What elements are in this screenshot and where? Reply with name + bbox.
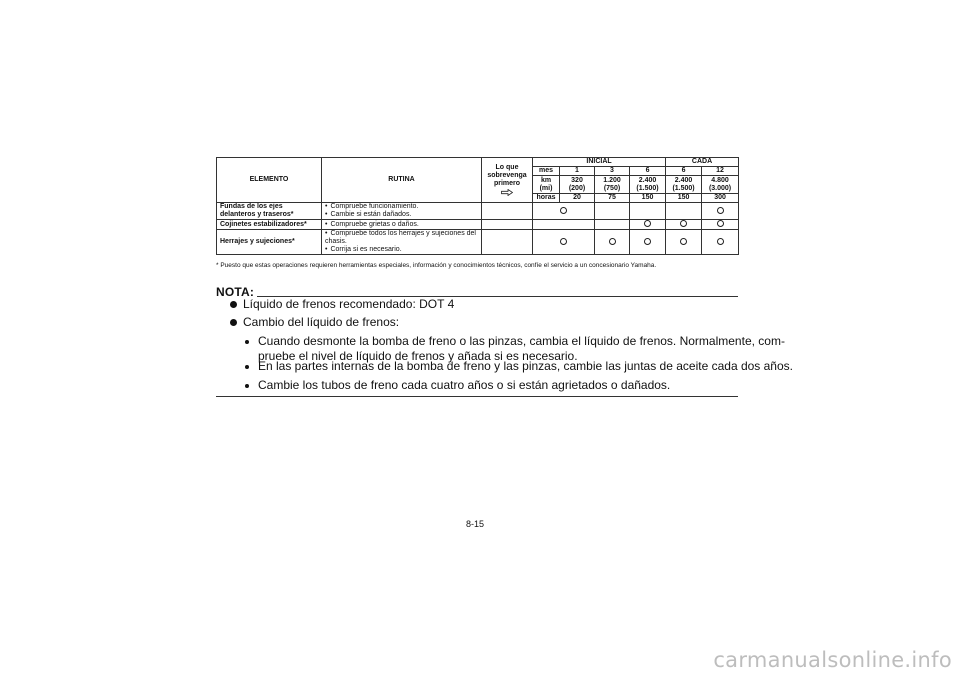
check-circle-icon [560,207,567,214]
interval-value: 150 [630,194,666,203]
check-cell [702,203,739,220]
check-cell [630,220,666,230]
interval-value: 1.200 (750) [595,176,630,194]
check-cell [666,203,702,220]
row-item: Cojinetes estabilizadores* [217,220,322,230]
arrow-right-icon [501,189,513,196]
small-bullet-icon [245,365,249,369]
round-bullet-icon [230,301,237,308]
interval-value: 6 [630,167,666,176]
header-rutina: RUTINA [322,158,482,203]
interval-value: 1 [560,167,595,176]
check-cell [702,230,739,255]
interval-value: 2.400 (1.500) [630,176,666,194]
unit-label-horas: horas [533,194,560,203]
row-lo-que-cell [482,220,533,230]
check-cell [595,230,630,255]
check-cell [595,203,630,220]
nota-subitem: Cuando desmonte la bomba de freno o las pinzas, cambia el líquido de frenos. Normalmente, com- [258,334,785,348]
row-rutina: • Compruebe grietas o daños. [322,220,482,230]
row-rutina: • Compruebe todos los herrajes y sujeciones del chasis. • Corrija si es necesario. [322,230,482,255]
interval-value: 4.800 (3.000) [702,176,739,194]
row-lo-que-cell [482,203,533,220]
interval-value: 6 [666,167,702,176]
check-cell [702,220,739,230]
interval-value: 12 [702,167,739,176]
check-circle-icon [609,238,616,245]
check-circle-icon [717,238,724,245]
watermark: carmanualsonline.info [713,648,952,672]
check-cell [666,220,702,230]
small-bullet-icon [245,384,249,388]
row-item: Herrajes y sujeciones* [217,230,322,255]
nota-bottom-divider [216,396,738,397]
check-circle-icon [644,220,651,227]
check-circle-icon [680,220,687,227]
check-cell [595,220,630,230]
interval-value: 2.400 (1.500) [666,176,702,194]
check-cell [630,230,666,255]
interval-value: 320 (200) [560,176,595,194]
nota-subitem: Cambie los tubos de freno cada cuatro años o si están agrietados o dañados. [258,378,671,392]
check-cell [666,230,702,255]
table-row [217,220,739,230]
check-circle-icon [717,207,724,214]
header-lo-que-sobrevenga: Lo que sobrevenga primero [482,158,533,203]
unit-label-mes: mes [533,167,560,176]
row-rutina: • Compruebe funcionamiento. • Cambie si están dañados. [322,203,482,220]
table-row [217,203,739,220]
row-lo-que-cell [482,230,533,255]
check-circle-icon [560,238,567,245]
header-cada: CADA [666,158,739,167]
table-row [217,230,739,255]
unit-label-km: km (mi) [533,176,560,194]
table-footnote: * Puesto que estas operaciones requieren herramientas especiales, información y conocimientos técnicos, confíe el servicio a un concesionario Yamaha. [216,262,657,269]
check-cell [630,203,666,220]
maintenance-table [216,157,739,255]
check-circle-icon [717,220,724,227]
nota-item: Cambio del líquido de frenos: [243,315,400,329]
check-cell [533,230,595,255]
nota-subitem: En las partes internas de la bomba de freno y las pinzas, cambie las juntas de aceite cada dos años. [258,359,793,373]
header-inicial: INICIAL [533,158,666,167]
check-cell [533,203,595,220]
nota-heading: NOTA: [216,285,255,299]
round-bullet-icon [230,319,237,326]
interval-value: 3 [595,167,630,176]
row-item: Fundas de los ejes delanteros y traseros* [217,203,322,220]
interval-value: 150 [666,194,702,203]
check-circle-icon [644,238,651,245]
interval-value: 20 [560,194,595,203]
interval-value: 300 [702,194,739,203]
nota-item: Líquido de frenos recomendado: DOT 4 [243,297,455,311]
nota-subitem-continued: pruebe el nivel de líquido de frenos y añada si es necesario. [258,349,578,363]
page-number: 8-15 [466,519,485,529]
interval-value: 75 [595,194,630,203]
header-elemento: ELEMENTO [217,158,322,203]
check-cell [533,220,595,230]
small-bullet-icon [245,340,249,344]
check-circle-icon [680,238,687,245]
